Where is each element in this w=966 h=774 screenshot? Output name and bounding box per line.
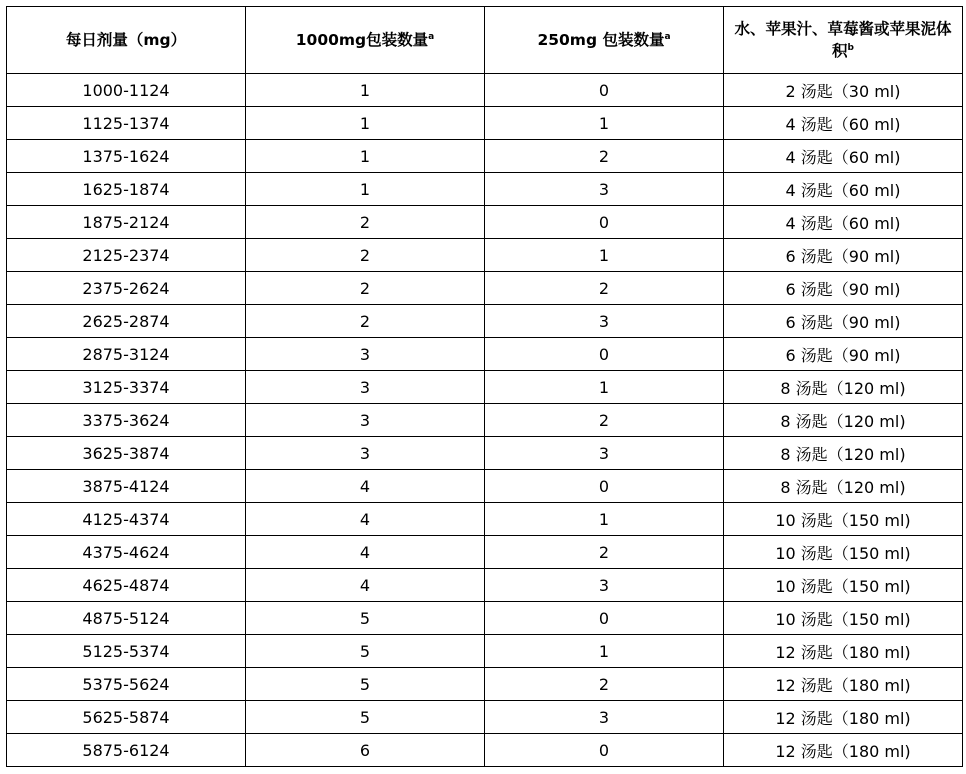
- cell-liquid-volume: 12 汤匙（180 ml): [724, 734, 963, 767]
- cell-1000mg-packs: 3: [246, 338, 485, 371]
- cell-liquid-volume: 12 汤匙（180 ml): [724, 668, 963, 701]
- cell-daily-dose: 5125-5374: [7, 635, 246, 668]
- cell-daily-dose: 5375-5624: [7, 668, 246, 701]
- table-row: [7, 272, 963, 305]
- cell-1000mg-packs: 1: [246, 140, 485, 173]
- cell-liquid-volume: 10 汤匙（150 ml): [724, 503, 963, 536]
- table-row: [7, 239, 963, 272]
- cell-1000mg-packs: 1: [246, 173, 485, 206]
- header-label: 1000mg包装数量: [295, 31, 429, 49]
- cell-liquid-volume: 8 汤匙（120 ml): [724, 371, 963, 404]
- cell-1000mg-packs: 4: [246, 470, 485, 503]
- footnote-marker: a: [428, 31, 435, 42]
- cell-liquid-volume: 10 汤匙（150 ml): [724, 602, 963, 635]
- cell-liquid-volume: 8 汤匙（120 ml): [724, 470, 963, 503]
- cell-250mg-packs: 2: [485, 668, 724, 701]
- cell-1000mg-packs: 2: [246, 206, 485, 239]
- cell-liquid-volume: 12 汤匙（180 ml): [724, 701, 963, 734]
- cell-daily-dose: 2375-2624: [7, 272, 246, 305]
- cell-liquid-volume: 8 汤匙（120 ml): [724, 404, 963, 437]
- cell-daily-dose: 1625-1874: [7, 173, 246, 206]
- cell-daily-dose: 4375-4624: [7, 536, 246, 569]
- header-1000mg-packs: [246, 7, 485, 74]
- cell-daily-dose: 3125-3374: [7, 371, 246, 404]
- table-row: [7, 470, 963, 503]
- cell-liquid-volume: 6 汤匙（90 ml): [724, 305, 963, 338]
- table-row: [7, 701, 963, 734]
- cell-liquid-volume: 4 汤匙（60 ml): [724, 107, 963, 140]
- table-row: [7, 734, 963, 767]
- footnote-marker: b: [847, 42, 854, 53]
- cell-250mg-packs: 0: [485, 74, 724, 107]
- cell-1000mg-packs: 5: [246, 635, 485, 668]
- table-row: [7, 371, 963, 404]
- cell-1000mg-packs: 2: [246, 239, 485, 272]
- cell-daily-dose: 2125-2374: [7, 239, 246, 272]
- cell-liquid-volume: 10 汤匙（150 ml): [724, 569, 963, 602]
- header-label: 每日剂量（mg）: [65, 31, 187, 49]
- cell-daily-dose: 3375-3624: [7, 404, 246, 437]
- cell-250mg-packs: 1: [485, 503, 724, 536]
- cell-1000mg-packs: 4: [246, 569, 485, 602]
- cell-liquid-volume: 6 汤匙（90 ml): [724, 338, 963, 371]
- cell-250mg-packs: 0: [485, 734, 724, 767]
- cell-250mg-packs: 1: [485, 371, 724, 404]
- table-row: [7, 536, 963, 569]
- cell-250mg-packs: 3: [485, 305, 724, 338]
- cell-liquid-volume: 10 汤匙（150 ml): [724, 536, 963, 569]
- cell-250mg-packs: 2: [485, 404, 724, 437]
- cell-liquid-volume: 12 汤匙（180 ml): [724, 635, 963, 668]
- header-250mg-packs: [485, 7, 724, 74]
- cell-250mg-packs: 3: [485, 701, 724, 734]
- cell-1000mg-packs: 5: [246, 668, 485, 701]
- cell-daily-dose: 2875-3124: [7, 338, 246, 371]
- cell-250mg-packs: 1: [485, 239, 724, 272]
- cell-1000mg-packs: 2: [246, 272, 485, 305]
- cell-daily-dose: 4625-4874: [7, 569, 246, 602]
- table-row: [7, 74, 963, 107]
- table-row: [7, 107, 963, 140]
- cell-1000mg-packs: 4: [246, 503, 485, 536]
- table-row: [7, 206, 963, 239]
- table-row: [7, 140, 963, 173]
- cell-liquid-volume: 6 汤匙（90 ml): [724, 272, 963, 305]
- cell-250mg-packs: 1: [485, 107, 724, 140]
- table-row: [7, 404, 963, 437]
- cell-daily-dose: 5875-6124: [7, 734, 246, 767]
- cell-daily-dose: 1000-1124: [7, 74, 246, 107]
- cell-daily-dose: 1125-1374: [7, 107, 246, 140]
- header-liquid-volume: [724, 7, 963, 74]
- cell-daily-dose: 3875-4124: [7, 470, 246, 503]
- table-row: [7, 602, 963, 635]
- cell-daily-dose: 1375-1624: [7, 140, 246, 173]
- cell-250mg-packs: 2: [485, 140, 724, 173]
- cell-daily-dose: 4125-4374: [7, 503, 246, 536]
- cell-liquid-volume: 4 汤匙（60 ml): [724, 206, 963, 239]
- header-daily-dose: [7, 7, 246, 74]
- cell-daily-dose: 1875-2124: [7, 206, 246, 239]
- cell-daily-dose: 3625-3874: [7, 437, 246, 470]
- table-header: [7, 7, 963, 74]
- table-row: [7, 503, 963, 536]
- cell-250mg-packs: 3: [485, 437, 724, 470]
- cell-liquid-volume: 4 汤匙（60 ml): [724, 140, 963, 173]
- cell-250mg-packs: 0: [485, 470, 724, 503]
- cell-250mg-packs: 0: [485, 602, 724, 635]
- cell-250mg-packs: 3: [485, 173, 724, 206]
- dosing-table: [6, 6, 963, 767]
- table-row: [7, 569, 963, 602]
- cell-daily-dose: 5625-5874: [7, 701, 246, 734]
- table-row: [7, 338, 963, 371]
- cell-1000mg-packs: 3: [246, 437, 485, 470]
- cell-1000mg-packs: 1: [246, 74, 485, 107]
- cell-250mg-packs: 0: [485, 338, 724, 371]
- cell-1000mg-packs: 5: [246, 701, 485, 734]
- cell-liquid-volume: 8 汤匙（120 ml): [724, 437, 963, 470]
- table-row: [7, 305, 963, 338]
- footnote-marker: a: [664, 31, 671, 42]
- cell-250mg-packs: 3: [485, 569, 724, 602]
- cell-1000mg-packs: 3: [246, 371, 485, 404]
- table-row: [7, 437, 963, 470]
- cell-1000mg-packs: 1: [246, 107, 485, 140]
- table-row: [7, 173, 963, 206]
- table-row: [7, 635, 963, 668]
- cell-liquid-volume: 2 汤匙（30 ml): [724, 74, 963, 107]
- header-label: 250mg 包装数量: [537, 31, 665, 49]
- cell-250mg-packs: 2: [485, 272, 724, 305]
- cell-1000mg-packs: 5: [246, 602, 485, 635]
- cell-1000mg-packs: 4: [246, 536, 485, 569]
- cell-1000mg-packs: 6: [246, 734, 485, 767]
- header-label: 水、苹果汁、草莓酱或苹果泥体积: [734, 20, 952, 60]
- cell-liquid-volume: 6 汤匙（90 ml): [724, 239, 963, 272]
- cell-liquid-volume: 4 汤匙（60 ml): [724, 173, 963, 206]
- table-body: [7, 74, 963, 767]
- cell-1000mg-packs: 2: [246, 305, 485, 338]
- cell-250mg-packs: 1: [485, 635, 724, 668]
- cell-daily-dose: 2625-2874: [7, 305, 246, 338]
- cell-daily-dose: 4875-5124: [7, 602, 246, 635]
- cell-1000mg-packs: 3: [246, 404, 485, 437]
- header-row: [7, 7, 963, 74]
- cell-250mg-packs: 2: [485, 536, 724, 569]
- cell-250mg-packs: 0: [485, 206, 724, 239]
- table-row: [7, 668, 963, 701]
